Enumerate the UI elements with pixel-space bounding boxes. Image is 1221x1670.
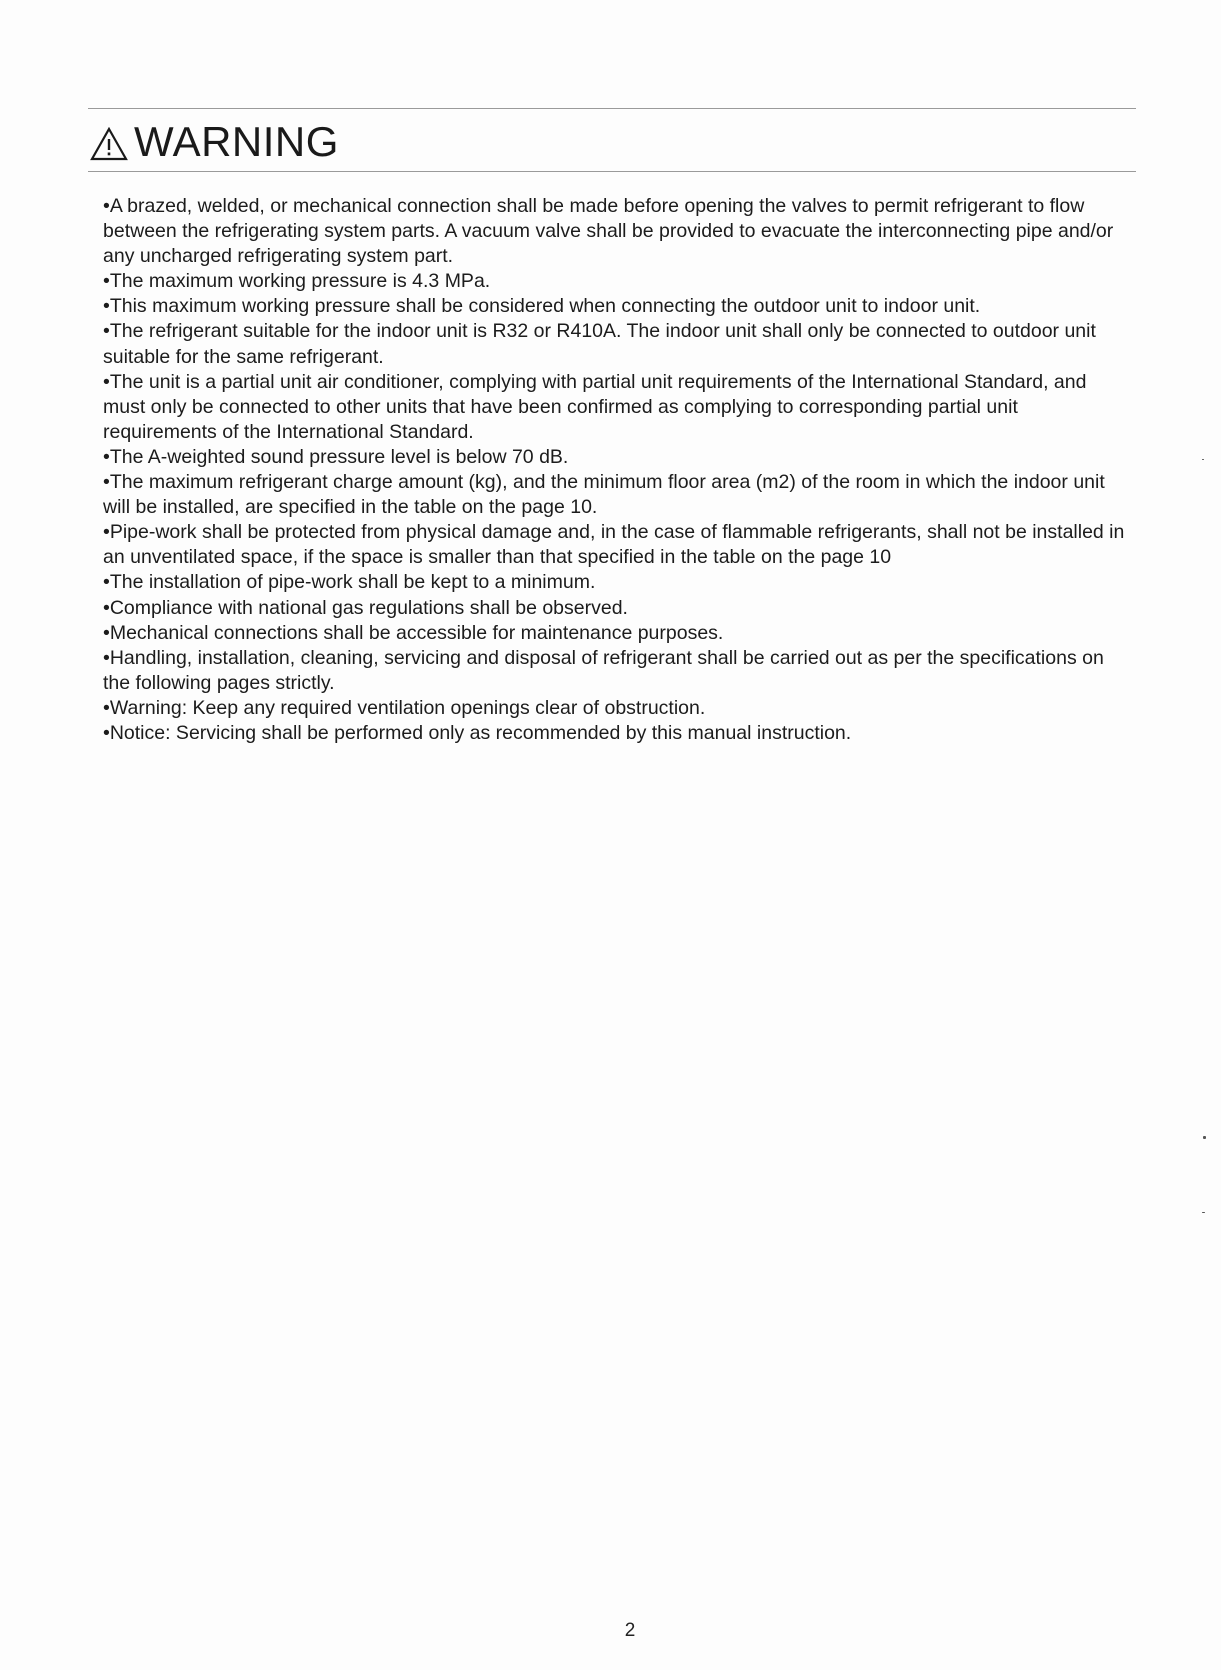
warning-item: •The refrigerant suitable for the indoor unit is R32 or R410A. The indoor unit shall only be connected to outdoor unit suitable for the same refrigerant. <box>103 320 1096 368</box>
scan-speck <box>1203 1136 1206 1139</box>
page-number: 2 <box>624 1620 636 1641</box>
warning-list <box>103 194 1133 746</box>
warning-item: •A brazed, welded, or mechanical connection shall be made before opening the valves to permit refrigerant to flow between the refrigerating system parts. A vacuum valve shall be provided to evacuate the interconnecting pipe and/or any uncharged refrigerating system part. <box>103 195 1114 268</box>
warning-item: •The A-weighted sound pressure level is below 70 dB. <box>103 445 569 468</box>
top-divider <box>88 108 1136 109</box>
warning-item: •Handling, installation, cleaning, servicing and disposal of refrigerant shall be carried out as per the specifications on the following pages strictly. <box>103 646 1104 694</box>
warning-item: •Warning: Keep any required ventilation openings clear of obstruction. <box>103 696 706 719</box>
warning-item: •The installation of pipe-work shall be kept to a minimum. <box>103 571 596 594</box>
warning-item: •Mechanical connections shall be accessible for maintenance purposes. <box>103 621 724 644</box>
warning-item: •This maximum working pressure shall be considered when connecting the outdoor unit to indoor unit. <box>103 295 981 318</box>
warning-item: •Notice: Servicing shall be performed only as recommended by this manual instruction. <box>103 721 852 744</box>
heading-title: WARNING <box>134 118 339 165</box>
warning-item: •The maximum working pressure is 4.3 MPa. <box>103 270 491 293</box>
bottom-divider <box>88 171 1136 172</box>
warning-item: •Pipe-work shall be protected from physical damage and, in the case of flammable refrigerants, shall not be installed in an unventilated space, if the space is smaller than that specified in the table on the page 10 <box>103 521 1125 569</box>
warning-item: •The unit is a partial unit air conditioner, complying with partial unit requirements of the International Standard, and must only be connected to other units that have been confirmed as complying to corresponding partial unit requirements of the International Standard. <box>103 370 1087 443</box>
warning-heading <box>90 118 339 166</box>
warning-item: •Compliance with national gas regulations shall be observed. <box>103 596 628 619</box>
scan-speck <box>1202 1212 1205 1213</box>
warning-triangle-icon <box>90 127 128 161</box>
warning-item: •The maximum refrigerant charge amount (kg), and the minimum floor area (m2) of the room in which the indoor unit will be installed, are specified in the table on the page 10. <box>103 471 1105 519</box>
scan-speck <box>1202 459 1204 460</box>
